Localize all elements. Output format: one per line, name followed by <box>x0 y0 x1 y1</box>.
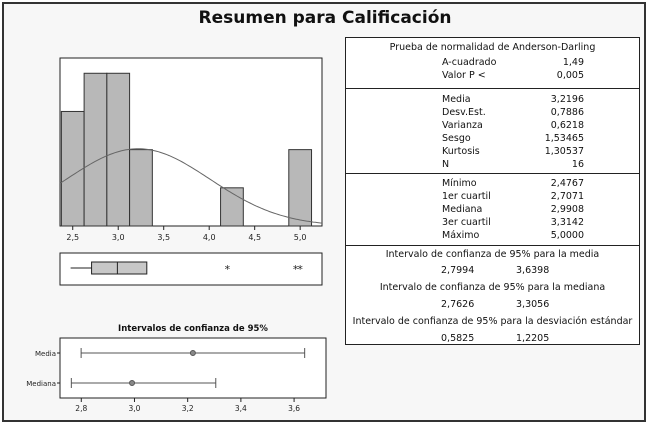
desc-label: Varianza <box>442 120 483 131</box>
page-title: Resumen para Calificación <box>198 8 452 28</box>
quartile-value: 5,0000 <box>550 230 584 241</box>
desc-value: 0,7886 <box>550 107 584 118</box>
ci-mean-title: Intervalo de confianza de 95% para la media <box>385 249 600 260</box>
quartile-label: 3er cuartil <box>442 217 491 228</box>
ad-value: 0,005 <box>556 70 584 81</box>
quartile-value: 2,7071 <box>550 191 584 202</box>
quartile-row <box>346 190 639 203</box>
quartile-label: Máximo <box>442 230 480 241</box>
desc-label: Sesgo <box>442 133 471 144</box>
ci-section <box>346 245 639 346</box>
histogram-bar <box>130 150 153 226</box>
quartile-value: 2,9908 <box>550 204 584 215</box>
desc-row <box>346 132 639 145</box>
desc-row <box>346 158 639 171</box>
boxplot-outlier: * <box>224 263 231 276</box>
desc-value: 16 <box>571 159 584 170</box>
histogram-chart <box>55 55 325 245</box>
desc-value: 1,53465 <box>544 133 584 144</box>
quartile-value: 3,3142 <box>550 217 584 228</box>
boxplot-outlier: * <box>292 263 299 276</box>
quartile-row <box>346 203 639 216</box>
ci-category-label: Media <box>34 350 56 358</box>
ci-median-row <box>346 298 639 311</box>
ci-x-tick-label: 3,4 <box>234 404 247 413</box>
histogram-bar <box>289 150 312 226</box>
desc-value: 0,6218 <box>550 120 584 131</box>
ci-plot-area <box>60 338 326 398</box>
desc-label: N <box>442 159 450 170</box>
boxplot-outlier: * <box>297 263 303 276</box>
quartile-row <box>346 216 639 229</box>
desc-label: Media <box>442 94 471 105</box>
desc-row <box>346 119 639 132</box>
x-tick-label: 3,0 <box>111 233 125 242</box>
ci-x-tick-label: 3,0 <box>128 404 141 413</box>
ad-section <box>346 38 639 88</box>
desc-section <box>346 88 639 173</box>
ci-sd-lower: 0,5825 <box>441 333 475 344</box>
ci-mean-row <box>346 264 639 277</box>
ci-median-title: Intervalo de confianza de 95% para la mediana <box>379 282 606 293</box>
ci-estimate-point <box>130 381 135 386</box>
ad-row <box>346 69 639 82</box>
quartile-value: 2,4767 <box>550 178 584 189</box>
histogram-bar <box>61 111 84 226</box>
ad-label: A-cuadrado <box>442 57 497 68</box>
ci-x-tick-label: 2,8 <box>75 404 88 413</box>
x-tick-label: 4,5 <box>248 233 262 242</box>
quartile-section <box>346 173 639 245</box>
ci-chart-title: Intervalos de confianza de 95% <box>118 324 268 334</box>
x-tick-label: 2,5 <box>66 233 80 242</box>
stats-table <box>345 37 640 345</box>
ci-category-label: Mediana <box>26 380 56 388</box>
ci-median-lower: 2,7626 <box>441 299 475 310</box>
ad-title: Prueba de normalidad de Anderson-Darling <box>389 42 596 53</box>
ad-row <box>346 56 639 69</box>
desc-value: 3,2196 <box>550 94 584 105</box>
ci-x-tick-label: 3,2 <box>181 404 194 413</box>
ci-sd-upper: 1,2205 <box>516 333 550 344</box>
histogram-bar <box>84 73 107 226</box>
ci-sd-row <box>346 332 639 345</box>
quartile-label: 1er cuartil <box>442 191 491 202</box>
ad-label: Valor P < <box>442 70 486 81</box>
ci-estimate-point <box>190 351 195 356</box>
boxplot-chart <box>55 252 325 288</box>
desc-row <box>346 106 639 119</box>
ci-x-tick-label: 3,6 <box>288 404 301 413</box>
x-tick-label: 5,0 <box>293 233 307 242</box>
desc-label: Kurtosis <box>442 146 480 157</box>
ad-value: 1,49 <box>562 57 584 68</box>
desc-row <box>346 145 639 158</box>
desc-value: 1,30537 <box>544 146 584 157</box>
x-tick-label: 4,0 <box>202 233 216 242</box>
ci-median-upper: 3,3056 <box>516 299 550 310</box>
ci-chart <box>20 320 330 415</box>
x-tick-label: 3,5 <box>157 233 171 242</box>
quartile-label: Mínimo <box>442 178 477 189</box>
ci-sd-title: Intervalo de confianza de 95% para la desviación estándar <box>352 316 633 327</box>
quartile-row <box>346 229 639 242</box>
desc-row <box>346 93 639 106</box>
quartile-label: Mediana <box>442 204 483 215</box>
desc-label: Desv.Est. <box>442 107 486 118</box>
quartile-row <box>346 177 639 190</box>
ci-mean-lower: 2,7994 <box>441 265 475 276</box>
boxplot-box <box>92 262 147 274</box>
ci-mean-upper: 3,6398 <box>516 265 550 276</box>
